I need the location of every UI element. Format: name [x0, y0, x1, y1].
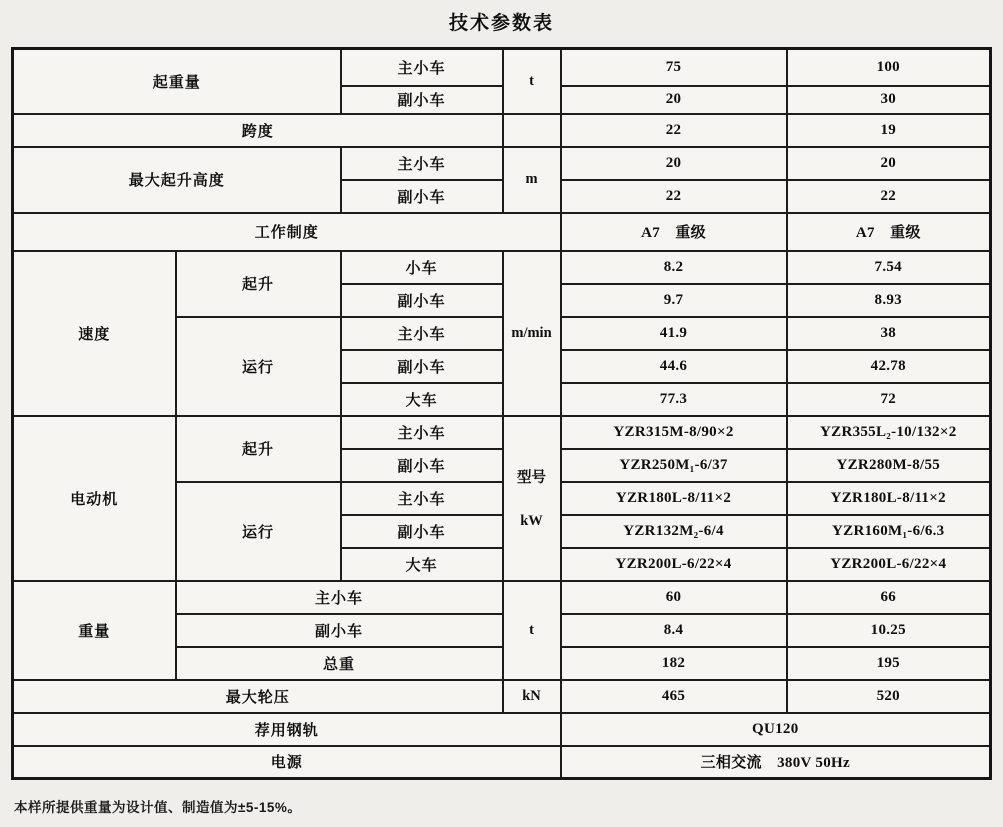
value-cell: YZR315M-8/90×2	[561, 416, 787, 449]
unit-cell-t: t	[503, 49, 561, 114]
value-cell: 75	[561, 49, 787, 86]
unit-cell-m: m	[503, 147, 561, 213]
sub-aux-trolley: 副小车	[341, 449, 503, 482]
value-cell: 22	[561, 114, 787, 147]
table-row	[13, 746, 991, 779]
table-row	[13, 213, 991, 251]
sub-aux-trolley: 副小车	[341, 180, 503, 213]
value-cell: 20	[561, 86, 787, 114]
value-cell: YZR280M-8/55	[787, 449, 991, 482]
value-cell: YZR355L₂-10/132×2	[787, 416, 991, 449]
value-cell: YZR180L-8/11×2	[787, 482, 991, 515]
label-max-lifting-height: 最大起升高度	[13, 147, 341, 213]
spec-table	[11, 47, 992, 780]
table-row	[13, 680, 991, 713]
value-cell: A7 重级	[787, 213, 991, 251]
label-speed: 速度	[13, 251, 176, 416]
label-power-supply: 电源	[13, 746, 561, 779]
table-row	[13, 416, 991, 449]
value-cell: 44.6	[561, 350, 787, 383]
page-title: 技术参数表	[448, 13, 554, 34]
value-cell: 22	[561, 180, 787, 213]
sub-aux-trolley: 副小车	[176, 614, 503, 647]
value-cell: YZR250M₁-6/37	[561, 449, 787, 482]
sub-aux-trolley: 副小车	[341, 86, 503, 114]
value-cell: 520	[787, 680, 991, 713]
unit-model-label: 型号	[517, 470, 547, 486]
value-cell: YZR200L-6/22×4	[561, 548, 787, 581]
value-cell: 19	[787, 114, 991, 147]
unit-cell-m-min: m/min	[503, 251, 561, 416]
sub-main-trolley: 主小车	[341, 317, 503, 350]
value-cell: 9.7	[561, 284, 787, 317]
value-cell: YZR160M₁-6/6.3	[787, 515, 991, 548]
sub-aux-trolley: 副小车	[341, 350, 503, 383]
unit-cell-model-kw	[503, 416, 561, 581]
sub-trolley: 小车	[341, 251, 503, 284]
group-travel: 运行	[176, 482, 341, 581]
value-cell: 41.9	[561, 317, 787, 350]
value-cell: 77.3	[561, 383, 787, 416]
value-cell: YZR132M₂-6/4	[561, 515, 787, 548]
value-cell: 三相交流 380V 50Hz	[561, 746, 991, 779]
label-weight: 重量	[13, 581, 176, 680]
value-cell: 10.25	[787, 614, 991, 647]
sub-bridge: 大车	[341, 383, 503, 416]
unit-cell-t: t	[503, 581, 561, 680]
value-cell: YZR200L-6/22×4	[787, 548, 991, 581]
value-cell: 8.2	[561, 251, 787, 284]
value-cell: 195	[787, 647, 991, 680]
label-span: 跨度	[13, 114, 503, 147]
unit-cell-empty	[503, 114, 561, 147]
sub-main-trolley: 主小车	[341, 147, 503, 180]
value-cell: 38	[787, 317, 991, 350]
table-row	[13, 147, 991, 180]
value-cell: 60	[561, 581, 787, 614]
sub-total-weight: 总重	[176, 647, 503, 680]
value-cell: 100	[787, 49, 991, 86]
value-cell: 42.78	[787, 350, 991, 383]
footnote: 本样所提供重量为设计值、制造值为±5-15%。	[14, 800, 302, 815]
table-row	[13, 713, 991, 746]
value-cell: YZR180L-8/11×2	[561, 482, 787, 515]
sub-main-trolley: 主小车	[341, 482, 503, 515]
label-max-wheel-load: 最大轮压	[13, 680, 503, 713]
value-cell: 7.54	[787, 251, 991, 284]
value-cell: 66	[787, 581, 991, 614]
value-cell: 8.4	[561, 614, 787, 647]
value-cell: 22	[787, 180, 991, 213]
table-row	[13, 251, 991, 284]
value-cell: 8.93	[787, 284, 991, 317]
group-hoisting: 起升	[176, 251, 341, 317]
value-cell: 182	[561, 647, 787, 680]
sub-aux-trolley: 副小车	[341, 284, 503, 317]
value-cell: 30	[787, 86, 991, 114]
unit-kw-label: kW	[520, 513, 543, 529]
label-motor: 电动机	[13, 416, 176, 581]
group-hoisting: 起升	[176, 416, 341, 482]
value-cell: 465	[561, 680, 787, 713]
value-cell: A7 重级	[561, 213, 787, 251]
value-cell: 20	[787, 147, 991, 180]
sub-bridge: 大车	[341, 548, 503, 581]
label-recommended-rail: 荐用钢轨	[13, 713, 561, 746]
sub-main-trolley: 主小车	[176, 581, 503, 614]
label-duty-class: 工作制度	[13, 213, 561, 251]
sub-aux-trolley: 副小车	[341, 515, 503, 548]
table-row	[13, 114, 991, 147]
value-cell: 72	[787, 383, 991, 416]
label-lifting-capacity: 起重量	[13, 49, 341, 114]
value-cell: QU120	[561, 713, 991, 746]
table-row	[13, 581, 991, 614]
unit-cell-kn: kN	[503, 680, 561, 713]
sub-main-trolley: 主小车	[341, 49, 503, 86]
table-row	[13, 49, 991, 86]
group-travel: 运行	[176, 317, 341, 416]
value-cell: 20	[561, 147, 787, 180]
sub-main-trolley: 主小车	[341, 416, 503, 449]
